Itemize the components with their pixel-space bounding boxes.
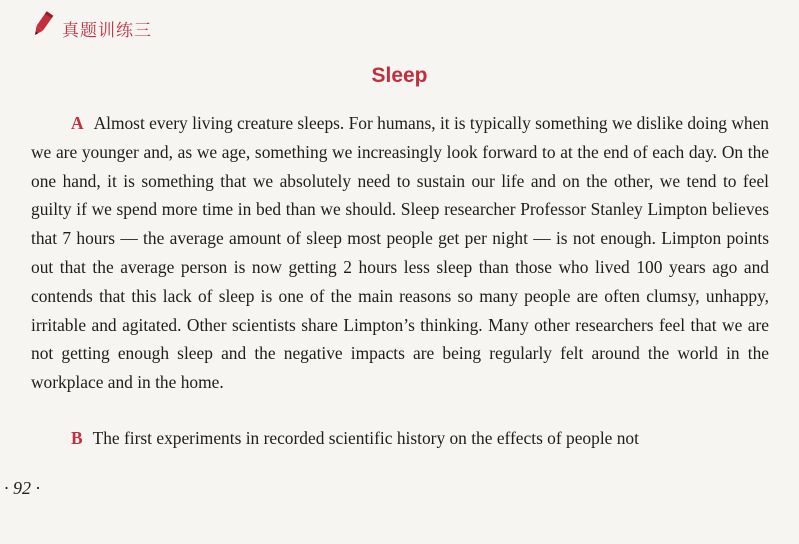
page-number: · 92 ·: [4, 478, 40, 498]
paragraph-a: [31, 109, 769, 397]
paragraph-letter-b: B: [71, 428, 83, 448]
pencil-icon: [30, 10, 54, 40]
paragraph-letter-a: A: [71, 113, 84, 133]
paragraph-b: [31, 424, 769, 453]
section-header: [30, 8, 152, 42]
paragraph-a-text: Almost every living creature sleeps. For humans, it is typically something we dislike doing when we are younger and, as we age, something we increasingly look forward to at the end of each day. On the one hand, it is something that we absolutely need to sustain our life and on the other, we tend to feel guilty if we spend more time in bed than we should. Sleep researcher Professor Stanley Limpton believes that 7 hours — the average amount of sleep most people get per night — is not enough. Limpton points out that the average person is now getting 2 hours less sleep than those who lived 100 years ago and contends that this lack of sleep is one of the main reasons so many people are often clumsy, unhappy, irritable and agitated. Other scientists share Limpton’s thinking. Many other researchers feel that we are not getting enough sleep and the negative impacts are being regularly felt around the world in the workplace and in the home.: [31, 113, 769, 393]
article-title: Sleep: [371, 64, 428, 87]
paragraph-b-text: The first experiments in recorded scientific history on the effects of people not: [92, 428, 639, 448]
section-label: 真题训练三: [62, 20, 152, 41]
